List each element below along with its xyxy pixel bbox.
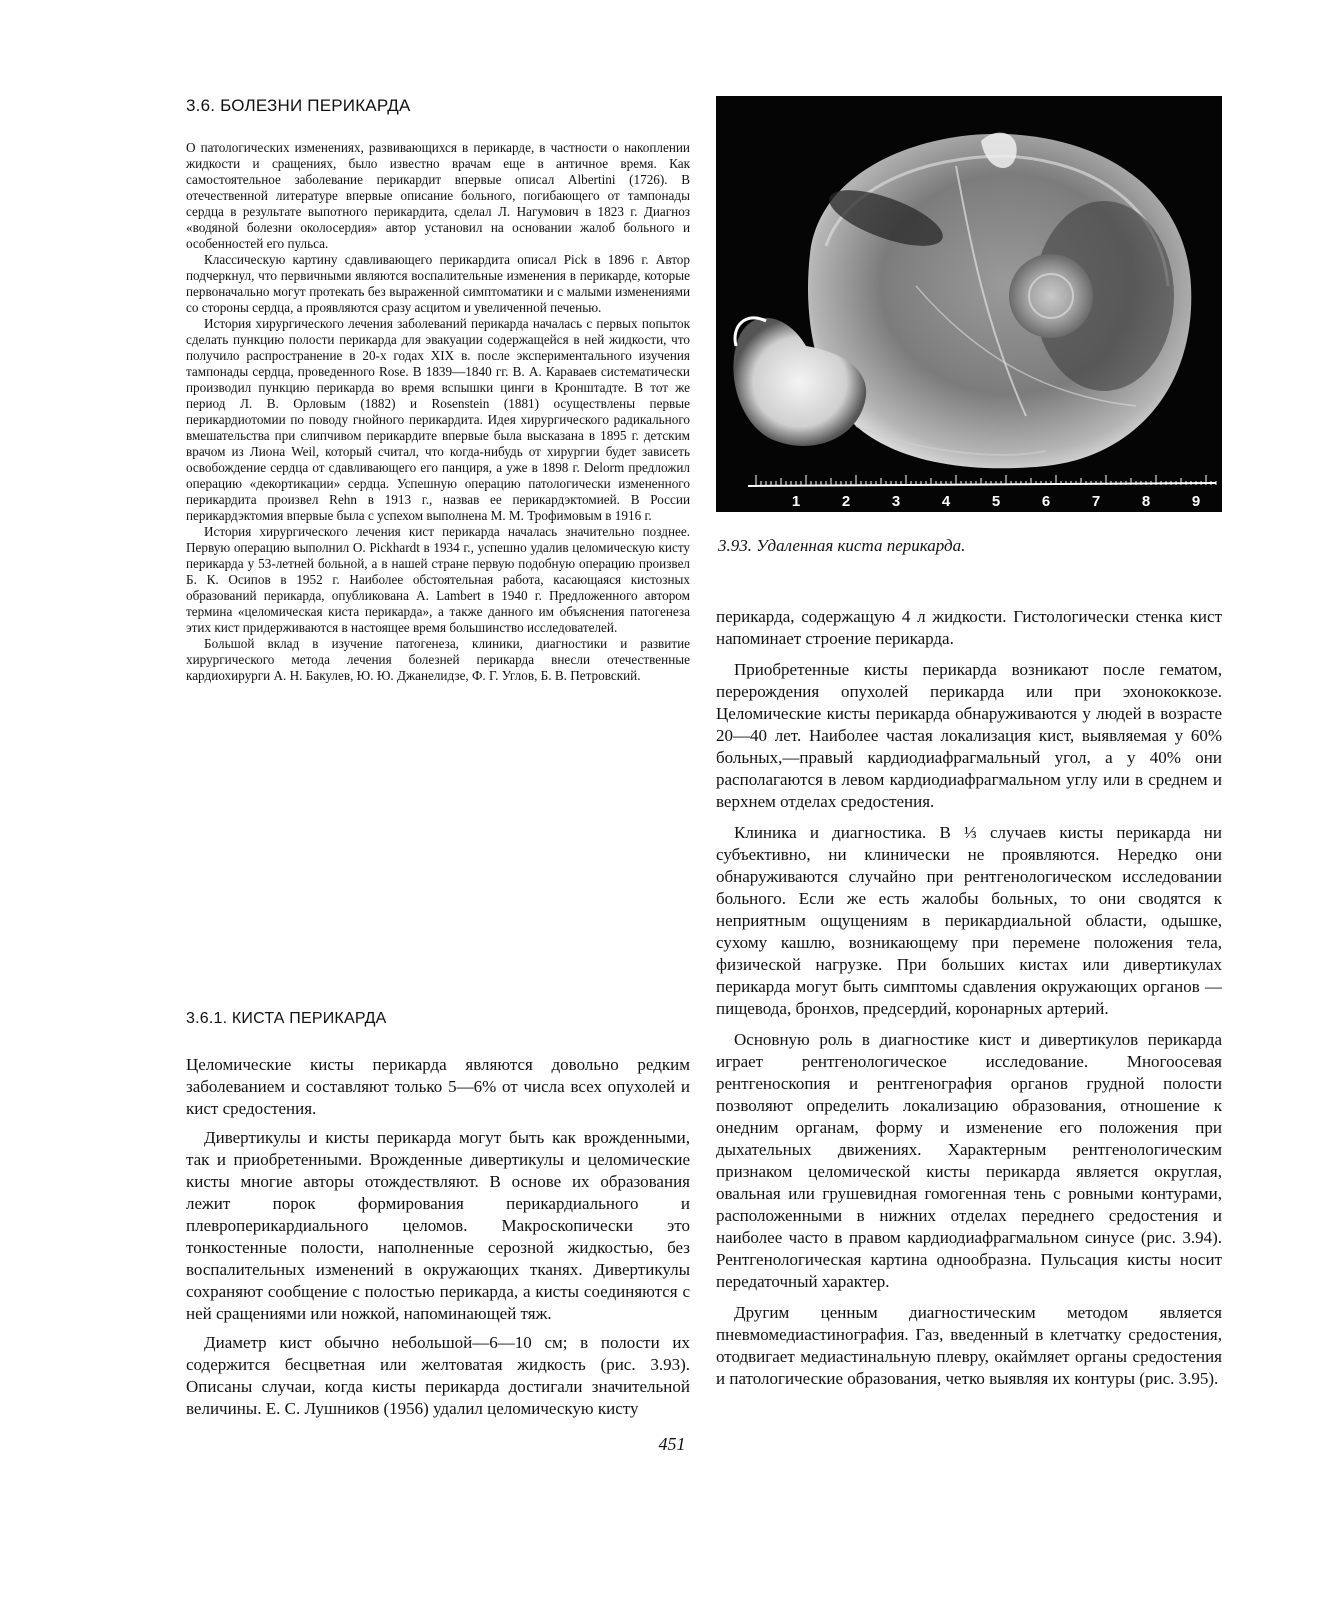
subsection-title: 3.6.1. КИСТА ПЕРИКАРДА	[186, 1010, 387, 1027]
ruler-label: 8	[1141, 493, 1151, 510]
body-paragraph: перикарда, содержащую 4 л жидкости. Гистологически стенка кист напоминает строение перикарда.	[716, 607, 1222, 648]
main-text-right	[716, 606, 1222, 1399]
body-paragraph: Целомические кисты перикарда являются довольно редким заболеванием и составляют только 5—6% от числа всех опухолей и кист средостения.	[186, 1055, 690, 1118]
intro-paragraph: История хирургического лечения заболеваний перикарда началась с первых попыток сделать пункцию полости перикарда для эвакуации содержащейся в ней жидкости, что получило распространение в 20-х годах XIX в. после экспериментального изучения тампонады сердца, проведенного Rose. В 1839—1840 гг. В. А. Караваев систематически производил пункцию перикарда во время вспышки цинги в Кронштадте. В тот же период Л. В. Орловым (1882) и Rosenstein (1881) осуществлены первые перикардиотомии по поводу гнойного перикардита. Идея хирургического радикального вмешательства при слипчивом перикардите впервые была высказана в 1895 г. детским врачом из Лиона Weil, который считал, что когда-нибудь от хирургии будет зависеть освобождение сердца от сдавливающего его панциря, а уже в 1898 г. Delorm предложил операцию «декортикации» сердца. Успешную операцию патологически измененного перикардита произвел Rehn в 1913 г., назвав ее перикардэктомией. В России перикардэктомия впервые была с успехом выполнена М. М. Трофимовым в 1916 г.	[186, 316, 690, 523]
ruler-label: 6	[1041, 493, 1051, 510]
ruler-label: 7	[1091, 493, 1101, 510]
body-paragraph: Клиника и диагностика. В ⅓ случаев кисты перикарда ни субъективно, ни клинически не проявляются. Нередко они обнаруживаются случайно при рентгенологическом исследовании больного. Если же есть жалобы больных, то они сводятся к неприятным ощущениям в перикардиальной области, одышке, сухому кашлю, возникающему при перемене положения тела, физической нагрузке. При больших кистах или дивертикулах перикарда могут быть симптомы сдавления окружающих органов — пищевода, бронхов, предсердий, коронарных артерий.	[716, 823, 1222, 1018]
ruler-label: 2	[841, 493, 851, 510]
ruler-label: 5	[991, 493, 1001, 510]
body-paragraph: Диаметр кист обычно небольшой—6—10 см; в полости их содержится бесцветная или желтоватая жидкость (рис. 3.93). Описаны случаи, когда кисты перикарда достигали значительной величины. Е. С. Лушников (1956) удалил целомическую кисту	[186, 1333, 690, 1418]
intro-paragraph: Большой вклад в изучение патогенеза, клиники, диагностики и развитие хирургического метода лечения болезней перикарда внесли отечественные кардиохирурги А. Н. Бакулев, Ю. Ю. Джанелидзе, Ф. Г. Углов, Б. В. Петровский.	[186, 636, 690, 683]
intro-paragraph: О патологических изменениях, развивающихся в перикарде, в частности о накоплении жидкости и сращениях, было известно врачам еще в античное время. Как самостоятельное заболевание перикардит впервые описал Albertini (1726). В отечественной литературе впервые описание больного, погибающего от тампонады сердца в результате выпотного перикардита, сделал Л. Нагумович в 1823 г. Диагноз «водяной болезни околосердия» автор установил на основании жалоб больного и особенностей его пульса.	[186, 140, 690, 251]
intro-paragraph: История хирургического лечения кист перикарда началась значительно позднее. Первую операцию выполнил O. Pickhardt в 1934 г., успешно удалив целомическую кисту перикарда у 53-летней больной, а в нашей стране первую подобную операцию произвел Б. К. Осипов в 1952 г. Наиболее обстоятельная работа, касающаяся кистозных образований перикарда, опубликована A. Lambert в 1940 г. Предложенного автором термина «целомическая киста перикарда», а также данного им объяснения патогенеза этих кист придерживаются в настоящее время большинство исследователей.	[186, 524, 690, 635]
body-paragraph: Основную роль в диагностике кист и дивертикулов перикарда играет рентгенологическое исследование. Многоосевая рентгеноскопия и рентгенография органов грудной полости позволяют определить локализацию образования, отношение к онедним органам, форму и изменение его положения при дыхательных движениях. Характерным рентгенологическим признаком целомической кисты перикарда является округлая, овальная или грушевидная гомогенная тень с ровными контурами, расположенными в нижних отделах переднего средостения и наиболее часто в правом кардиодиафрагмальном синусе (рис. 3.94). Рентгенологическая картина однообразна. Пульсация кисты носит передаточный характер.	[716, 1030, 1222, 1291]
ruler-label: 9	[1191, 493, 1201, 510]
body-paragraph: Дивертикулы и кисты перикарда могут быть как врожденными, так и приобретенными. Врожденные дивертикулы и целомические кисты многие авторы отождествляют. В основе их образования лежит порок формирования перикардиального и плевроперикардиального целомов. Макроскопически это тонкостенные полости, наполненные серозной жидкостью, без воспалительных изменений в окружающих тканях. Дивертикулы сохраняют сообщение с полостью перикарда, а кисты соединяются с ней сращениями или ножкой, напоминающей тяж.	[186, 1128, 690, 1323]
ruler-label: 3	[891, 493, 901, 510]
cyst-photo	[716, 96, 1222, 512]
ruler-label: 4	[941, 493, 951, 510]
figure-caption: 3.93. Удаленная киста перикарда.	[718, 536, 966, 555]
body-paragraph: Приобретенные кисты перикарда возникают после гематом, перерождения опухолей перикарда или при эхонококкозе. Целомические кисты перикарда обнаруживаются у людей в возрасте 20—40 лет. Наиболее частая локализация кист, выявляемая у 60% больных,—правый кардиодиафрагмальный угол, а у 40% они располагаются в левом кардиодиафрагмальном углу или в среднем и верхнем отделах средостения.	[716, 660, 1222, 811]
main-text-left	[186, 1054, 690, 1427]
intro-text	[186, 140, 690, 684]
intro-paragraph: Классическую картину сдавливающего перикардита описал Pick в 1896 г. Автор подчеркнул, что первичными являются воспалительные изменения в перикарде, которые первоначально могут протекать без выраженной симптоматики и с малыми изменениями со стороны сердца, а проявляются сразу асцитом и увеличенной печенью.	[186, 252, 690, 315]
body-paragraph: Другим ценным диагностическим методом является пневмомедиастинография. Газ, введенный в клетчатку средостения, отодвигает медиастинальную плевру, окаймляет органы средостения и патологические образования, четко выявляя их контуры (рис. 3.95).	[716, 1303, 1222, 1388]
page-number: 451	[658, 1434, 686, 1454]
section-title: 3.6. БОЛЕЗНИ ПЕРИКАРДА	[186, 96, 411, 115]
ruler-label: 1	[791, 493, 801, 510]
